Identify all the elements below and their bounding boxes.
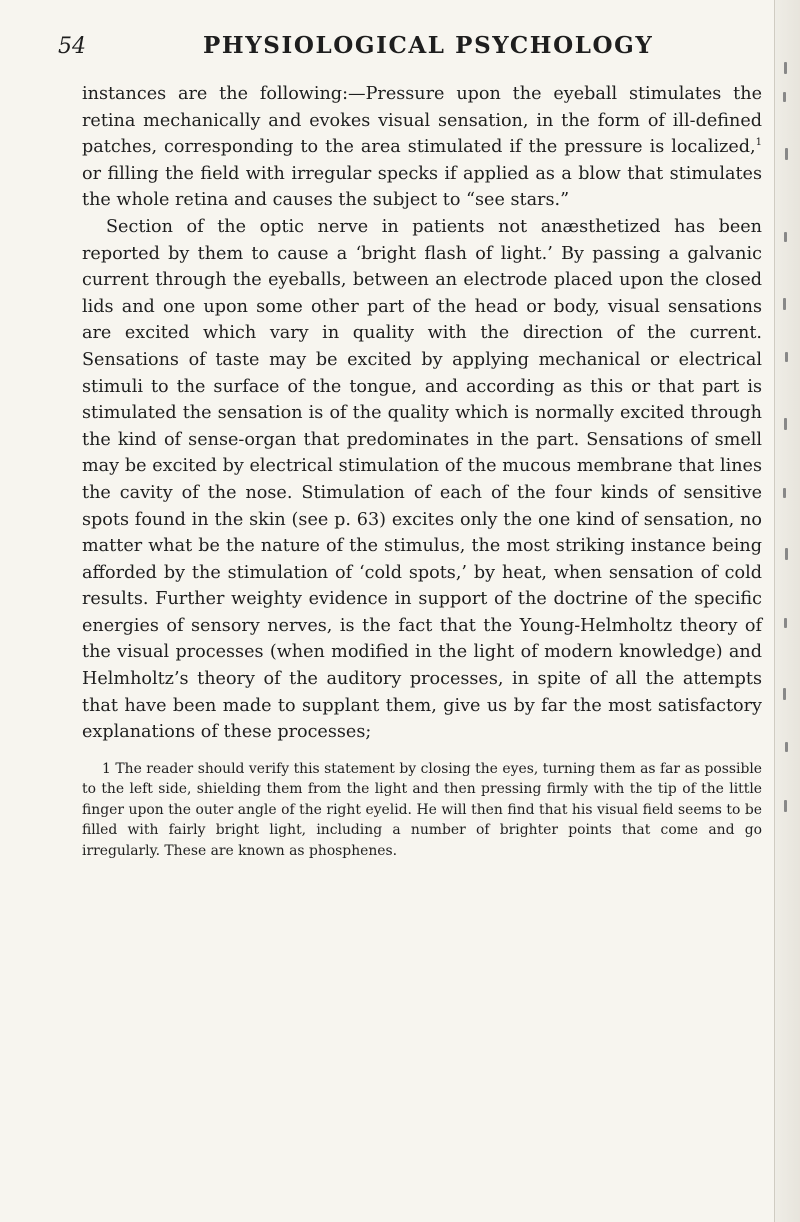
edge-mark: [783, 488, 786, 498]
edge-mark: [785, 548, 788, 560]
edge-mark: [783, 298, 786, 310]
edge-mark: [784, 800, 787, 812]
footnotes: [82, 759, 762, 861]
adjacent-page-edge: [774, 0, 800, 1222]
edge-mark: [785, 148, 788, 160]
paragraph-2: Section of the optic nerve in patients not anæsthetized has been reported by them to cause a ‘bright flash of light.’ By passing a galvanic current through the eyeballs, between an electrode placed upon the closed lids and one upon some other part of the head or body, visual sensations are excited which vary in quality with the direction of the current. Sensations of taste may be excited by applying mechanical or electrical stimuli to the surface of the tongue, and according as this or that part is stimulated the sensation is of the quality which is normally excited through the kind of sense-organ that predominates in the part. Sensations of smell may be excited by electrical stimulation of the mucous membrane that lines the cavity of the nose. Stimulation of each of the four kinds of sensitive spots found in the skin (see p. 63) excites only the one kind of sensation, no matter what be the nature of the stimulus, the most striking instance being afforded by the stimulation of ‘cold spots,’ by heat, when sensation of cold results. Further weighty evidence in support of the doctrine of the specific energies of sensory nerves, is the fact that the Young-Helmholtz theory of the visual processes (when modified in the light of modern knowledge) and Helmholtz’s theory of the auditory processes, in spite of all the attempts that have been made to supplant them, give us by far the most satisfactory explanations of these processes;: [82, 216, 762, 743]
edge-mark: [784, 62, 787, 74]
footnote-1: [82, 759, 762, 861]
paragraph-1: [82, 81, 762, 214]
paragraph-1-text: instances are the following:—Pressure upon the eyeball stimulates the retina mechanically and evokes visual sensation, in the form of ill-defined patches, corresponding to the area stimulated if the pressure is localized,: [82, 84, 762, 158]
page-number: 54: [58, 34, 86, 59]
edge-mark: [784, 418, 787, 430]
edge-mark: [785, 352, 788, 362]
footnote-reference[interactable]: 1: [755, 137, 762, 149]
footnote-text: The reader should verify this statement by closing the eyes, turning them as far as possible to the left side, shielding them from the light and then pressing firmly with the tip of the little finger upon the outer angle of the right eyelid. He will then find that his visual field seems to be filled with fairly bright light, including a number of brighter points that come and go irregularly. These are known as phosphenes.: [82, 761, 762, 859]
paragraph-1-rest: or filling the field with irregular specks if applied as a blow that stimulates the whole retina and causes the subject to “see stars.”: [82, 163, 762, 211]
running-title: PHYSIOLOGICAL PSYCHOLOGY: [203, 32, 654, 59]
edge-mark: [785, 742, 788, 752]
edge-mark: [784, 232, 787, 242]
edge-mark: [784, 618, 787, 628]
edge-mark: [783, 92, 786, 102]
page-header: [58, 32, 758, 62]
body-text: [82, 81, 762, 746]
edge-mark: [783, 688, 786, 700]
footnote-marker: 1: [102, 761, 111, 777]
